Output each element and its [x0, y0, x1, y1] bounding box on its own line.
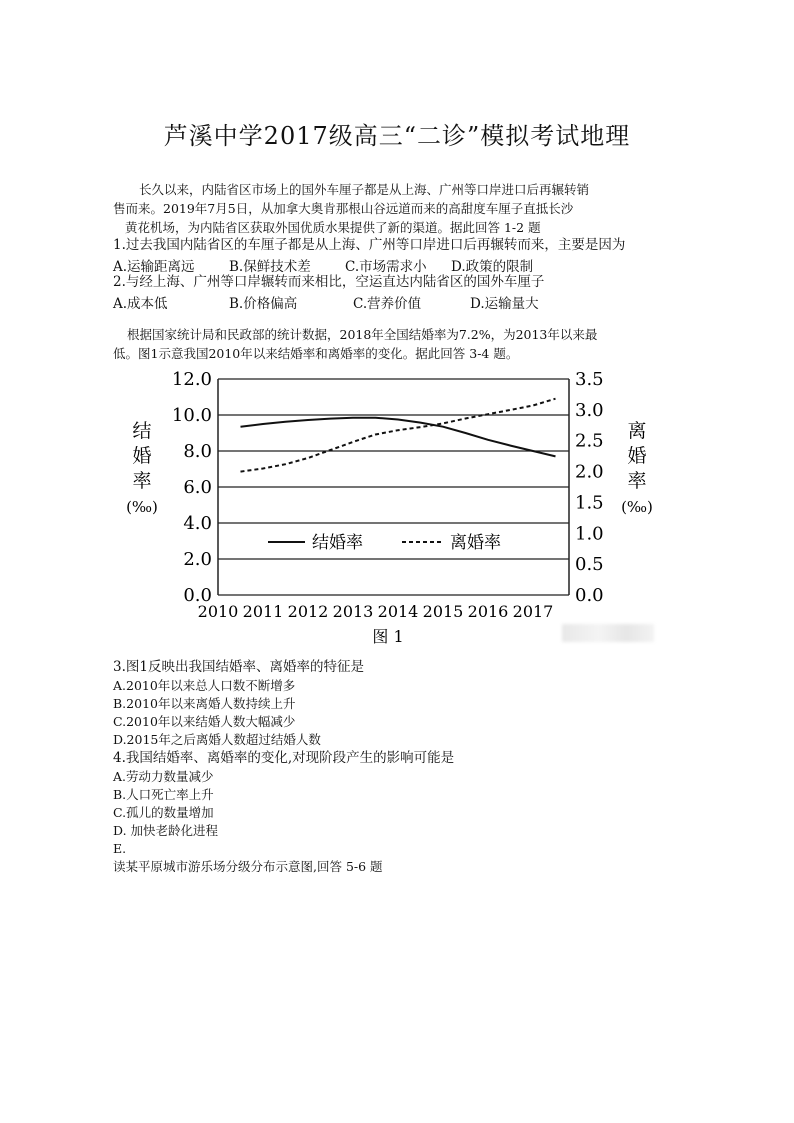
passage-2-line: 低。图1示意我国2010年以来结婚率和离婚率的变化。据此回答 3-4 题。 — [113, 346, 519, 361]
option-c: C.市场需求小 — [345, 259, 427, 275]
option-a: A.成本低 — [113, 296, 168, 312]
y-tick-label-right: 1.0 — [575, 523, 604, 545]
y-axis-title-left-char: (‰) — [126, 498, 158, 516]
option-a: A.劳动力数量减少 — [113, 769, 214, 784]
y-axis-title-left-char: 率 — [132, 470, 152, 492]
passage-1-line: 黄花机场，为内陆省区获取外国优质水果提供了新的渠道。据此回答 1-2 题 — [125, 220, 541, 235]
y-tick-label-left: 2.0 — [183, 549, 212, 570]
y-tick-label-left: 4.0 — [183, 513, 212, 534]
option-a: A.2010年以来总人口数不断增多 — [113, 678, 296, 693]
x-tick-label: 2010 — [197, 602, 239, 621]
option-b: B.保鲜技术差 — [229, 259, 311, 275]
x-tick-label: 2015 — [422, 602, 464, 621]
option-d: D. 加快老龄化进程 — [113, 823, 219, 838]
passage-2-line: 根据国家统计局和民政部的统计数据，2018年全国结婚率为7.2%，为2013年以来最 — [127, 327, 598, 342]
option-c: C.营养价值 — [353, 296, 422, 312]
question-3-stem: 3.图1反映出我国结婚率、离婚率的特征是 — [113, 659, 364, 675]
y-tick-label-left: 10.0 — [171, 405, 212, 426]
y-tick-label-right: 3.5 — [575, 369, 604, 390]
option-a: A.运输距离远 — [113, 259, 195, 275]
passage-2 — [113, 325, 683, 363]
y-tick-label-right: 1.5 — [575, 492, 604, 514]
page-title: 芦溪中学2017级高三“二诊”模拟考试地理 — [163, 122, 631, 150]
y-tick-label-left: 6.0 — [183, 477, 212, 498]
legend-label-marriage: 结婚率 — [312, 533, 363, 553]
option-d: D.政策的限制 — [451, 259, 534, 275]
x-tick-label: 2011 — [242, 602, 284, 621]
x-tick-label: 2016 — [467, 602, 509, 621]
x-tick-label: 2013 — [332, 602, 374, 621]
y-tick-label-right: 2.5 — [575, 430, 604, 452]
y-axis-title-left-char: 婚 — [132, 445, 152, 467]
line-chart — [120, 365, 660, 650]
chart-caption: 图 1 — [372, 627, 404, 646]
y-tick-label-left: 8.0 — [183, 441, 212, 462]
legend-label-divorce: 离婚率 — [450, 533, 501, 553]
x-tick-label: 2017 — [512, 602, 554, 621]
option-c: C.孤儿的数量增加 — [113, 805, 214, 820]
y-tick-label-right: 0.0 — [575, 585, 604, 606]
option-d: D.运输量大 — [470, 296, 539, 312]
y-tick-label-right: 0.5 — [575, 554, 604, 576]
y-tick-label-left: 0.0 — [183, 585, 212, 606]
y-axis-title-right-char: 婚 — [627, 445, 647, 467]
passage-1 — [113, 180, 683, 237]
x-tick-label: 2014 — [377, 602, 419, 621]
y-tick-label-right: 3.0 — [575, 399, 604, 421]
option-c: C.2010年以来结婚人数大幅减少 — [113, 714, 296, 729]
question-4-stem: 4.我国结婚率、离婚率的变化,对现阶段产生的影响可能是 — [113, 750, 455, 766]
y-axis-title-left-char: 结 — [132, 420, 152, 442]
divorce-rate-line — [241, 399, 556, 472]
option-d: D.2015年之后离婚人数超过结婚人数 — [113, 732, 321, 747]
passage-1-line: 长久以来，内陆省区市场上的国外车厘子都是从上海、广州等口岸进口后再辗转销 — [139, 182, 590, 197]
question-2-stem: 2.与经上海、广州等口岸辗转而来相比，空运直达内陆省区的国外车厘子 — [113, 274, 545, 290]
y-tick-label-left: 12.0 — [171, 369, 212, 390]
option-b: B.2010年以来离婚人数持续上升 — [113, 696, 296, 711]
question-1-stem: 1.过去我国内陆省区的车厘子都是从上海、广州等口岸进口后再辗转而来，主要是因为 — [113, 237, 626, 253]
y-axis-title-right-char: 离 — [627, 420, 647, 442]
option-e: E. — [113, 841, 127, 856]
x-tick-label: 2012 — [287, 602, 329, 621]
passage-3: 读某平原城市游乐场分级分布示意图,回答 5-6 题 — [113, 859, 383, 874]
option-b: B.人口死亡率上升 — [113, 787, 214, 802]
y-tick-label-right: 2.0 — [575, 461, 604, 483]
y-axis-title-right-char: (‰) — [621, 498, 653, 516]
watermark-blur — [562, 624, 654, 642]
passage-1-line: 售而来。2019年7月5日，从加拿大奥肯那根山谷远道而来的高甜度车厘子直抵长沙 — [113, 201, 574, 216]
option-b: B.价格偏高 — [229, 296, 298, 312]
y-axis-title-right-char: 率 — [627, 470, 647, 492]
